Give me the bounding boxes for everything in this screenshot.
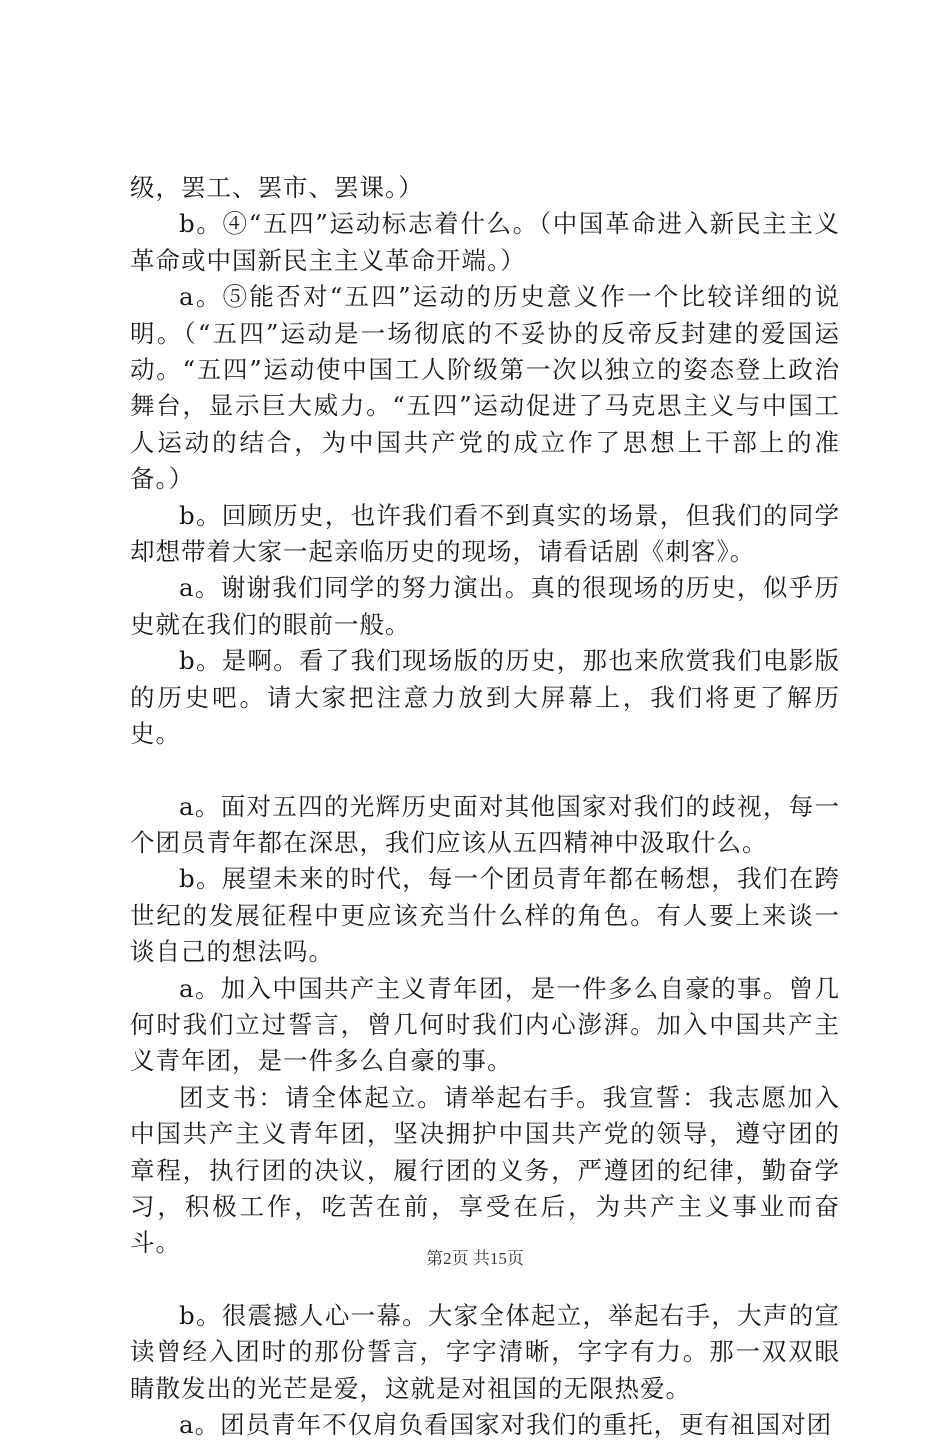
paragraph: b。④“五四”运动标志着什么。（中国革命进入新民主主义革命或中国新民主主义革命开端。）	[130, 209, 840, 275]
paragraph: b。回顾历史，也许我们看不到真实的场景，但我们的同学却想带着大家一起亲临历史的现场，请看话剧《刺客》。	[130, 500, 840, 567]
paragraph: b。展望未来的时代，每一个团员青年都在畅想，我们在跨世纪的发展征程中更应该充当什么样的角色。有人要上来谈一谈自己的想法吗。	[130, 864, 840, 967]
paragraph: a。⑤能否对“五四”运动的历史意义作一个比较详细的说明。（“五四”运动是一场彻底的不妥协的反帝反封建的爱国运动。“五四”运动使中国工人阶级第一次以独立的姿态登上政治舞台，显示巨大威力。“五四”运动促进了马克思主义与中国工人运动的结合，为中国共产党的成立作了思想上干部上的准备。）	[130, 282, 840, 494]
paragraph: 团支书：请全体起立。请举起右手。我宣誓：我志愿加入中国共产主义青年团，坚决拥护中国共产党的领导，遵守团的章程，执行团的决议，履行团的义务，严遵团的纪律，勤奋学习，积极工作，吃苦在前，享受在后，为共产主义事业而奋斗。	[130, 1082, 840, 1258]
page-footer: 第2页 共15页	[426, 1249, 524, 1268]
paragraph: b。很震撼人心一幕。大家全体起立，举起右手，大声的宣读曾经入团时的那份誓言，字字清晰，字字有力。那一双双眼睛散发出的光芒是爱，这就是对祖国的无限热爱。	[130, 1300, 840, 1403]
paragraph: a。加入中国共产主义青年团，是一件多么自豪的事。曾几何时我们立过誓言，曾几何时我们内心澎湃。加入中国共产主义青年团，是一件多么自豪的事。	[130, 973, 840, 1076]
paragraph: a。面对五四的光辉历史面对其他国家对我们的歧视，每一个团员青年都在深思，我们应该从五四精神中汲取什么。	[130, 791, 840, 857]
paragraph: 级，罢工、罢市、罢课。）	[130, 173, 424, 202]
paragraph: b。是啊。看了我们现场版的历史，那也来欣赏我们电影版的历史吧。请大家把注意力放到大屏幕上，我们将更了解历史。	[130, 646, 840, 749]
paragraph: a。谢谢我们同学的努力演出。真的很现场的历史，似乎历史就在我们的眼前一般。	[130, 573, 840, 639]
paragraph: a。团员青年不仅肩负看国家对我们的重托，更有祖国对团	[179, 1410, 833, 1439]
